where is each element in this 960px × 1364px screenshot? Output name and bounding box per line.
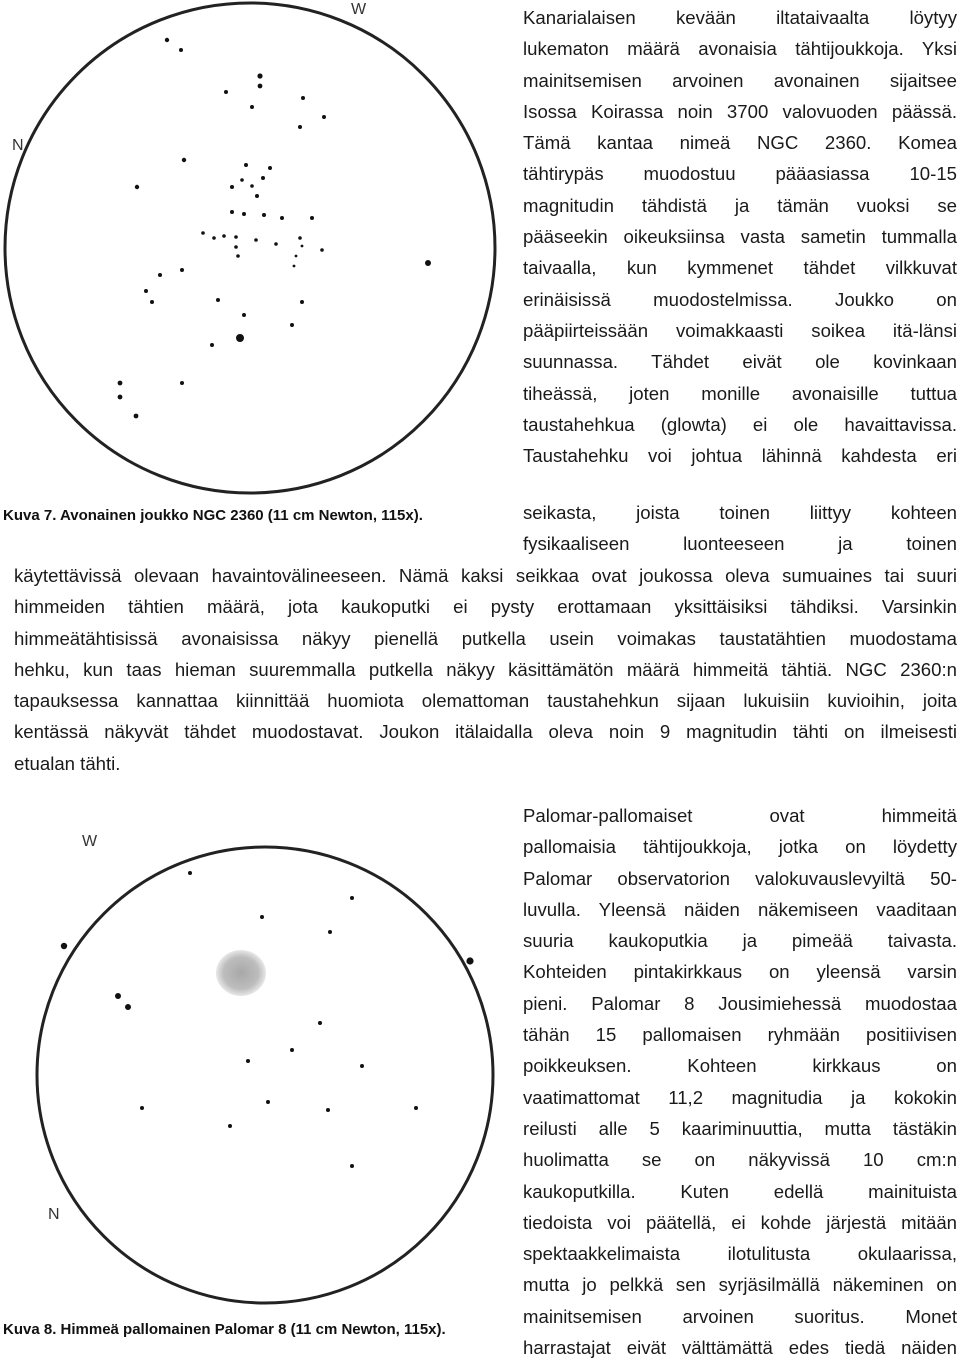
text-line: fysikaaliseen luonteeseen ja toinen (523, 533, 957, 555)
text-line: taivaalla, kun kymmenet tähdet vilkkuvat (523, 257, 957, 279)
text-line: poikkeuksen. Kohteen kirkkaus on (523, 1055, 957, 1077)
west-label: W (351, 1, 367, 18)
text-line: Taustahehku voi johtua lähinnä kahdesta eri (523, 445, 957, 467)
text-line: Kanarialaisen kevään iltataivaalta löytyy (523, 7, 957, 28)
text-line: pääpiirteissään voimakkaasti soikea itä-länsi (523, 319, 957, 341)
article-paragraph-2-column (523, 800, 957, 1363)
text-line: mainitsemisen arvoinen suoritus. Monet (523, 1305, 957, 1327)
text-line: himmeiden tähtien määrä, jota kaukoputki ei pysty erottamaan yksittäisiksi tähdiksi. Varsinkin (14, 596, 957, 618)
star-field (61, 871, 474, 1168)
text-line: Kohteiden pintakirkkaus on yleensä varsin (523, 961, 957, 983)
text-line: mainitsemisen arvoinen avonainen sijaitsee (523, 69, 957, 91)
text-line: Palomar-pallomaiset ovat himmeitä (523, 805, 957, 826)
text-line: vaatimattomat 11,2 magnitudia ja kokokin (523, 1086, 957, 1108)
globular-cluster-glow (216, 950, 266, 996)
text-line: suuria kaukoputkia ja pimeää taivasta. (523, 930, 957, 952)
text-line: tähän 15 pallomaisen ryhmään positiivisen (523, 1024, 957, 1046)
text-line: tapauksessa kannattaa kiinnittää huomiota olemattoman taustahehkun sijaan lukuisiin kuvioihin, joita (14, 690, 957, 712)
text-line: Palomar observatorion valokuvauslevyiltä 50- (523, 867, 957, 889)
text-line: Isossa Koirassa noin 3700 valovuoden päässä. (523, 100, 957, 122)
text-line: pääseekin oikeuksiinsa vasta sametin tummalla (523, 226, 957, 248)
text-line: tiedoista voi päätellä, ei kohde järjestä mitään (523, 1211, 957, 1233)
article-paragraph-1-column-lower (523, 497, 957, 560)
eyepiece-field-palomar8 (30, 822, 510, 1322)
text-line: pallomaisia tähtijoukkoja, jotka on löydetty (523, 836, 957, 858)
text-line: seikasta, joista toinen liittyy kohteen (523, 502, 957, 523)
text-line: himmeätähtisissä avonaisissa näkyy pienellä putkella usein voimakas taustatähtien muodostama (14, 627, 957, 649)
text-line: kaukoputkilla. Kuten edellä mainituista (523, 1180, 957, 1202)
text-line: taustahehkua (glowta) ei ole havaittavissa. (523, 413, 957, 435)
text-line: tähtirypäs muodostuu pääasiassa 10-15 (523, 163, 957, 185)
text-line: tiheässä, joten monille avonaisille tuttua (523, 382, 957, 404)
text-line: magnitudin tähdistä ja tämän vuoksi se (523, 194, 957, 216)
article-paragraph-1-column (523, 2, 957, 471)
text-line: hehku, kun taas hieman suuremmalla putkella näkyy käsittämätön määrä himmeitä tähtiä. NGC 2360:n (14, 658, 957, 680)
text-line: spektaakkelimaista ilotulitusta okulaarissa, (523, 1243, 957, 1265)
figure-caption-ngc2360: Kuva 7. Avonainen joukko NGC 2360 (11 cm Newton, 115x). (3, 507, 423, 524)
north-label: N (12, 137, 24, 154)
text-line: harrastajat eivät välttämättä edes tiedä näiden (523, 1337, 957, 1359)
text-line: mutta jo pelkkä sen syrjäsilmällä näkeminen on (523, 1274, 957, 1296)
figure-ngc2360-sketch (0, 0, 510, 500)
text-line: suunnassa. Tähdet eivät ole kovinkaan (523, 351, 957, 373)
text-line: erinäisissä muodostelmissa. Joukko on (523, 288, 957, 310)
text-line: Tämä kantaa nimeä NGC 2360. Komea (523, 132, 957, 154)
article-paragraph-1-full-width (14, 560, 957, 779)
figure-palomar8-sketch (30, 822, 510, 1322)
west-label: W (82, 833, 98, 850)
text-line: kentässä näkyvät tähdet muodostavat. Joukon itälaidalla oleva noin 9 magnitudin tähti on ilmeisesti (14, 721, 957, 743)
text-line: reilusti alle 5 kaariminuuttia, mutta tästäkin (523, 1117, 957, 1139)
eyepiece-field-ngc2360 (0, 0, 510, 500)
star-field (118, 38, 431, 419)
text-line: lukematon määrä avonaisia tähtijoukkoja. Yksi (523, 38, 957, 60)
text-line: etualan tähti. (14, 752, 121, 774)
text-line: pieni. Palomar 8 Jousimiehessä muodostaa (523, 992, 957, 1014)
north-label: N (48, 1206, 60, 1223)
text-line: käytettävissä olevaan havaintovälineeseen. Nämä kaksi seikkaa ovat joukossa oleva sumuaines tai suuri (14, 565, 957, 586)
figure-caption-palomar8: Kuva 8. Himmeä pallomainen Palomar 8 (11 cm Newton, 115x). (3, 1321, 446, 1338)
text-line: luvulla. Yleensä näiden näkemiseen vaaditaan (523, 898, 957, 920)
text-line: huolimatta se on näkyvissä 10 cm:n (523, 1149, 957, 1171)
